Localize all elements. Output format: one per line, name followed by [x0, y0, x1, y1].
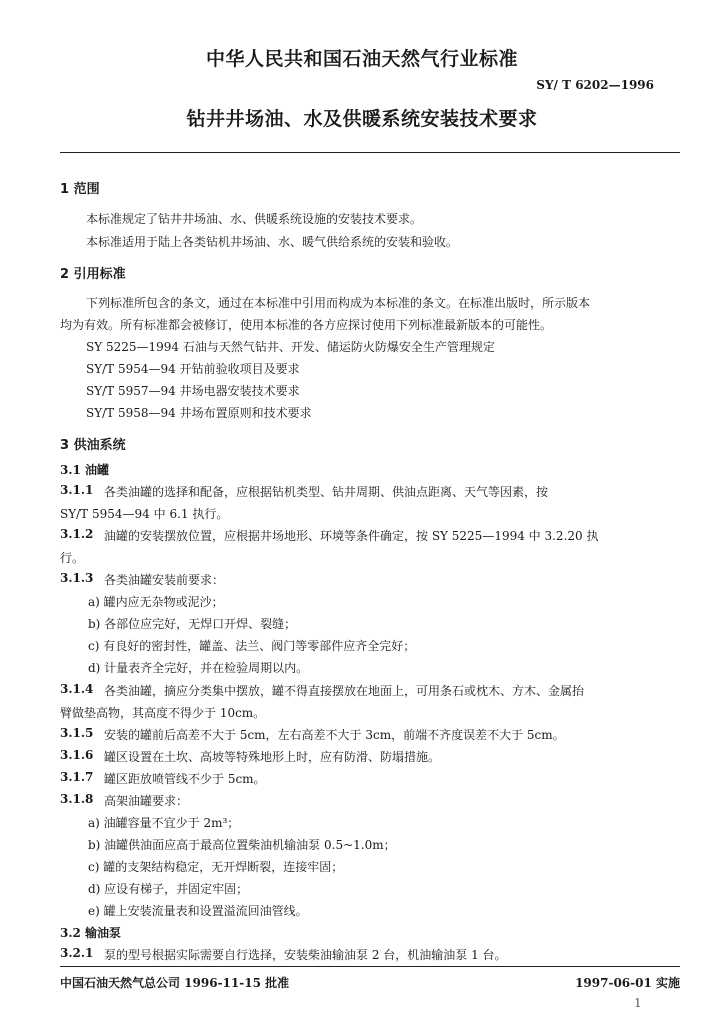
clause-number: 3.1.3: [60, 571, 94, 585]
implementation-date: 1997-06-01 实施: [575, 976, 680, 990]
clause-number: 3.2.1: [60, 946, 94, 960]
list-item: d) 计量表齐全完好，并在检验周期以内。: [88, 661, 309, 675]
clause-3-1-heading: 3.1 油罐: [60, 463, 110, 477]
list-item: c) 有良好的密封性，罐盖、法兰、阀门等零部件应齐全完好；: [88, 639, 416, 653]
issuing-organization: 中华人民共和国石油天然气行业标准: [205, 48, 518, 70]
section-3-heading: 3 供油系统: [60, 438, 126, 453]
list-item: b) 油罐供油面应高于最高位置柴油机输油泵 0.5~1.0m；: [88, 838, 396, 852]
clause-3-1-4-line-1: 各类油罐，摘应分类集中摆放，罐不得直接摆放在地面上，可用条石或枕木、方木、金属抬: [104, 684, 585, 698]
clause-number: 3.1.4: [60, 682, 94, 696]
section-1-line-1: 本标准规定了钻井井场油、水、供暖系统设施的安装技术要求。: [86, 212, 423, 226]
clause-3-2-heading: 3.2 输油泵: [60, 926, 122, 940]
clause-number: 3.1.1: [60, 483, 94, 497]
clause-3-1-1-line-2: SY/T 5954—94 中 6.1 执行。: [60, 507, 229, 521]
section-2-para-line-1: 下列标准所包含的条文，通过在本标准中引用而构成为本标准的条文。在标准出版时，所示版本: [86, 296, 591, 310]
section-2-para-line-2: 均为有效。所有标准都会被修订，使用本标准的各方应探讨使用下列标准最新版本的可能性。: [60, 318, 553, 332]
reference-item: SY/T 5958—94 井场布置原则和技术要求: [86, 406, 312, 420]
clause-3-1-2-line-2: 行。: [60, 551, 85, 565]
clause-number: 3.1.5: [60, 726, 94, 740]
clause-3-1-6-text: 罐区设置在土坎、高坡等特殊地形上时，应有防滑、防塌措施。: [104, 750, 441, 764]
clause-3-1-3-text: 各类油罐安装前要求：: [104, 573, 225, 587]
clause-3-1-1-line-1: 各类油罐的选择和配备，应根据钻机类型、钻井周期、供油点距离、天气等因素，按: [104, 485, 549, 499]
list-item: a) 油罐容量不宜少于 2m³；: [88, 816, 240, 830]
clause-3-1-5-text: 安装的罐前后高差不大于 5cm，左右高差不大于 3cm，前端不齐度误差不大于 5cm。: [104, 728, 565, 742]
section-1-line-2: 本标准适用于陆上各类钻机井场油、水、暖气供给系统的安装和验收。: [86, 235, 459, 249]
footer-rule: [60, 966, 680, 967]
reference-item: SY/T 5954—94 开钻前验收项目及要求: [86, 362, 300, 376]
clause-3-2-1-text: 泵的型号根据实际需要自行选择，安装柴油输油泵 2 台，机油输油泵 1 台。: [104, 948, 507, 962]
clause-3-1-8-text: 高架油罐要求：: [104, 794, 189, 808]
header-rule: [60, 152, 680, 153]
list-item: e) 罐上安装流量表和设置溢流回油管线。: [88, 904, 308, 918]
standard-code: SY/ T 6202—1996: [536, 78, 654, 92]
document-title: 钻井井场油、水及供暖系统安装技术要求: [186, 108, 538, 130]
clause-number: 3.1.6: [60, 748, 94, 762]
list-item: c) 罐的支架结构稳定，无开焊断裂，连接牢固；: [88, 860, 344, 874]
reference-item: SY/T 5957—94 井场电器安装技术要求: [86, 384, 300, 398]
page-number: 1: [634, 996, 642, 1010]
clause-number: 3.1.2: [60, 527, 94, 541]
reference-item: SY 5225—1994 石油与天然气钻井、开发、储运防火防爆安全生产管理规定: [86, 340, 495, 354]
clause-3-1-2-line-1: 油罐的安装摆放位置，应根据井场地形、环境等条件确定，按 SY 5225—1994 中 3.2.20 执: [104, 529, 599, 543]
clause-number: 3.1.7: [60, 770, 94, 784]
clause-3-1-4-line-2: 臂做垫高物，其高度不得少于 10cm。: [60, 706, 266, 720]
clause-number: 3.1.8: [60, 792, 94, 806]
list-item: d) 应设有梯子，并固定牢固；: [88, 882, 249, 896]
clause-3-1-7-text: 罐区距放喷管线不少于 5cm。: [104, 772, 266, 786]
list-item: b) 各部位应完好，无焊口开焊、裂缝；: [88, 617, 297, 631]
approval-date: 中国石油天然气总公司 1996-11-15 批准: [60, 976, 290, 990]
section-2-heading: 2 引用标准: [60, 267, 126, 282]
list-item: a) 罐内应无杂物或泥沙；: [88, 595, 224, 609]
section-1-heading: 1 范围: [60, 182, 100, 197]
